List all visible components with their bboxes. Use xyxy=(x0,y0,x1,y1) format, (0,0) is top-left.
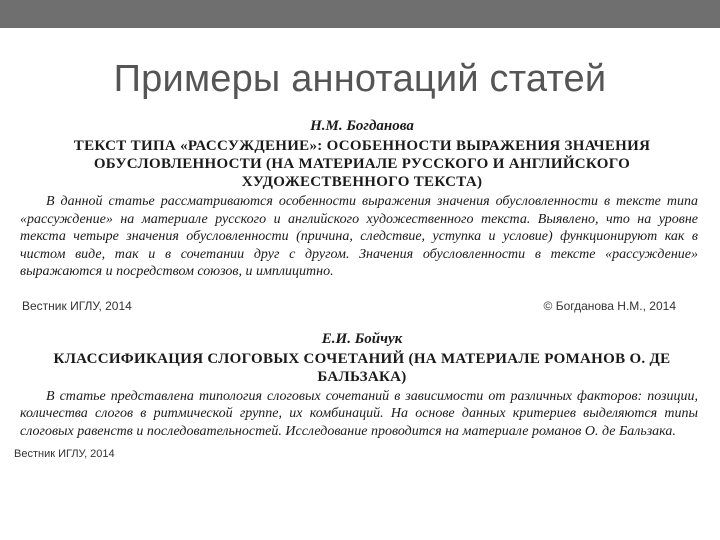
article-copyright: © Богданова Н.М., 2014 xyxy=(543,298,676,313)
article-abstract: В данной статье рассматриваются особенности выражения значения обусловленности в тексте типа «рассуждение» на материале русского и английского художественного текста. Выявлено, что на уровне текста четыре значения обусловленности (причина, следствие, уступка и условие) функционируют как в чистом виде, так и в сочетании друг с другом. Значения обусловленности в тексте «рассуждение» выражаются и посредством союзов, и имплицитно. xyxy=(20,194,698,279)
article-author: Н.М. Богданова xyxy=(310,118,414,134)
article-source: Вестник ИГЛУ, 2014 xyxy=(14,448,115,460)
article-footer xyxy=(12,299,712,319)
article-source: Вестник ИГЛУ, 2014 xyxy=(22,298,132,313)
article-author: Е.И. Бойчук xyxy=(321,330,403,347)
article-block-2 xyxy=(12,331,712,461)
top-bar xyxy=(0,0,720,28)
article-heading: ТЕКСТ ТИПА «РАССУЖДЕНИЕ»: ОСОБЕННОСТИ ВЫРАЖЕНИЯ ЗНАЧЕНИЯ ОБУСЛОВЛЕННОСТИ (НА МАТЕРИАЛЕ РУССКОГО И АНГЛИЙСКОГО ХУДОЖЕСТВЕННОГО ТЕКСТА) xyxy=(73,138,651,190)
article-heading: КЛАССИФИКАЦИЯ СЛОГОВЫХ СОЧЕТАНИЙ (НА МАТЕРИАЛЕ РОМАНОВ О. ДЕ БАЛЬЗАКА) xyxy=(53,350,671,385)
article-block-1 xyxy=(12,118,712,319)
article-abstract: В статье представлена типология слоговых сочетаний в зависимости от различных факторов: позиции, количества слогов в ритмической группе, их комбинаций. На основе данных критериев выделяются типы слоговых равенств и последовательностей. Исследование проводится на материале романов О. де Бальзака. xyxy=(20,388,698,439)
scanned-annotations xyxy=(12,118,712,460)
slide-title: Примеры аннотаций статей xyxy=(113,58,607,100)
